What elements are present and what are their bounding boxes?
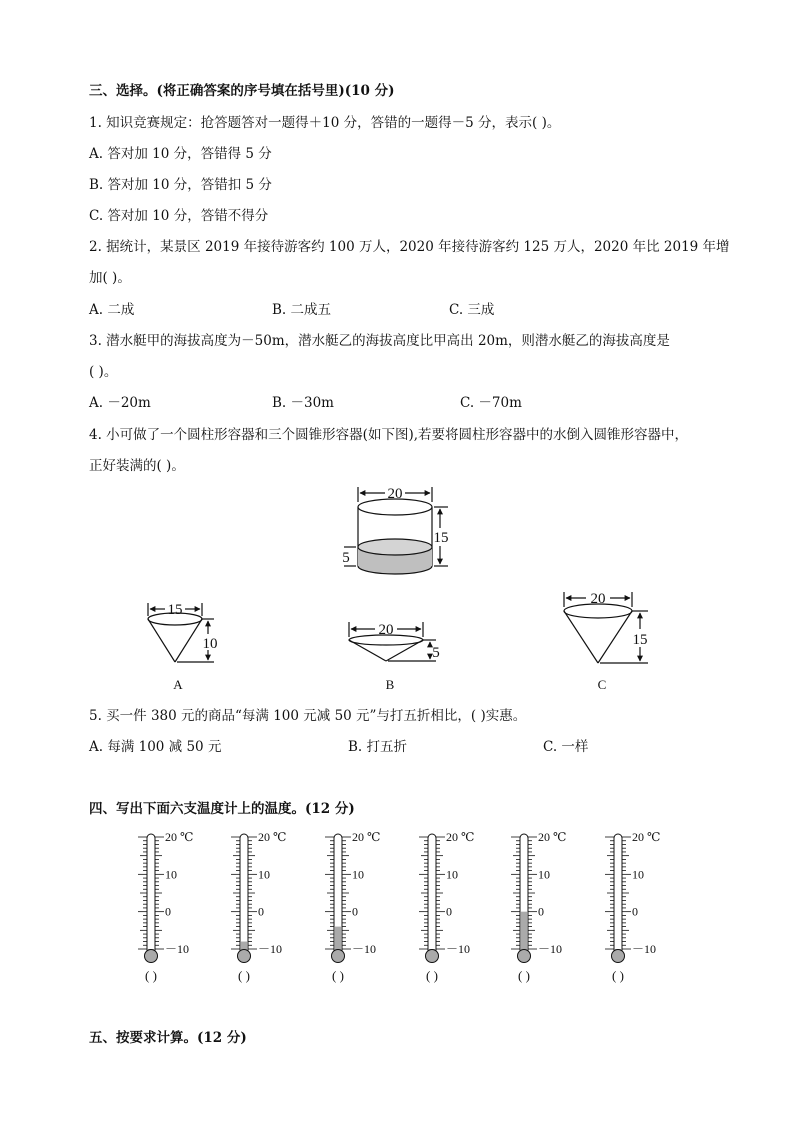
thermometer-label-0: 0: [632, 904, 638, 919]
thermometer-label-10: 10: [165, 867, 177, 882]
cone-a-label: A: [173, 677, 183, 692]
answer-blank: ( ): [238, 968, 250, 983]
thermometer-bulb: [332, 950, 345, 963]
answer-blank: ( ): [612, 968, 624, 983]
thermometer-label-0: 0: [538, 904, 544, 919]
thermometer-bulb: [145, 950, 158, 963]
q5-option-a: A. 每满 100 减 50 元: [89, 739, 222, 755]
section-5-title: 五、按要求计算。(12 分): [89, 1030, 247, 1046]
cone-c-diameter-label: 20: [590, 591, 606, 607]
thermometer-label-10: 10: [632, 867, 644, 882]
q2-stem-line1: 2. 据统计，某景区 2019 年接待游客约 100 万人，2020 年接待游客约 125 万人，2020 年比 2019 年增: [89, 239, 730, 255]
section-3-title: 三、选择。(将正确答案的序号填在括号里)(10 分): [89, 83, 395, 99]
q4-stem-line1: 4. 小可做了一个圆柱形容器和三个圆锥形容器(如下图),若要将圆柱形容器中的水倒入圆锥形容器中，: [89, 427, 688, 443]
thermometer-label-20: 20 ℃: [632, 830, 661, 844]
thermometer-label-minus-10: －10: [446, 942, 471, 956]
thermometer-label-20: 20 ℃: [446, 830, 475, 844]
cone-c: [564, 592, 648, 663]
thermometer-label-minus-10: －10: [352, 942, 377, 956]
answer-blank: ( ): [518, 968, 530, 983]
thermometer-label-minus-10: －10: [165, 942, 190, 956]
q4-stem-line2: 正好装满的( )。: [89, 458, 185, 474]
thermometer-label-10: 10: [538, 867, 550, 882]
thermometer-label-0: 0: [258, 904, 264, 919]
q5-option-b: B. 打五折: [348, 739, 408, 755]
cone-a-diameter-label: 15: [167, 602, 183, 618]
cone-c-height-label: 15: [632, 632, 648, 648]
thermometer-label-20: 20 ℃: [165, 830, 194, 844]
cone-b-diameter-label: 20: [378, 622, 394, 638]
q3-option-b: B. －30m: [272, 395, 334, 411]
thermometer-1: [138, 830, 193, 983]
q1-stem: 1. 知识竞赛规定：抢答题答对一题得＋10 分，答错的一题得－5 分，表示( )。: [89, 115, 561, 131]
q2-stem-line2: 加( )。: [89, 270, 131, 286]
q3-option-c: C. －70m: [460, 395, 522, 411]
answer-blank: ( ): [332, 968, 344, 983]
cylinder-height-label: 15: [433, 530, 449, 546]
thermometer-6: [605, 830, 660, 983]
q1-option-b: B. 答对加 10 分，答错扣 5 分: [89, 177, 272, 193]
thermometer-bulb: [518, 950, 531, 963]
q3-option-a: A. －20m: [89, 395, 151, 411]
thermometer-2: [231, 830, 286, 983]
cone-c-label: C: [597, 677, 607, 692]
thermometer-liquid: [521, 912, 527, 954]
q3-stem-line1: 3. 潜水艇甲的海拔高度为－50m，潜水艇乙的海拔高度比甲高出 20m，则潜水艇乙的海拔高度是: [89, 333, 670, 349]
q2-option-c: C. 三成: [449, 302, 495, 318]
cylinder-diameter-label: 20: [387, 486, 403, 502]
thermometer-bulb: [238, 950, 251, 963]
thermometer-label-0: 0: [165, 904, 171, 919]
q5-option-c: C. 一样: [543, 739, 589, 755]
thermometer-label-20: 20 ℃: [258, 830, 287, 844]
answer-blank: ( ): [145, 968, 157, 983]
thermometer-bulb: [426, 950, 439, 963]
section-4-title: 四、写出下面六支温度计上的温度。(12 分): [89, 801, 355, 817]
thermometer-label-0: 0: [446, 904, 452, 919]
thermometer-label-10: 10: [352, 867, 364, 882]
q2-option-a: A. 二成: [89, 302, 135, 318]
thermometer-label-minus-10: －10: [632, 942, 657, 956]
thermometer-label-minus-10: －10: [538, 942, 563, 956]
cone-b-label: B: [385, 677, 395, 692]
thermometers: [0, 820, 794, 995]
q1-option-a: A. 答对加 10 分，答错得 5 分: [89, 146, 272, 162]
thermometer-label-0: 0: [352, 904, 358, 919]
thermometer-bulb: [612, 950, 625, 963]
thermometer-label-20: 20 ℃: [538, 830, 567, 844]
q5-stem: 5. 买一件 380 元的商品“每满 100 元减 50 元”与打五折相比，( )实惠。: [89, 708, 527, 724]
q1-option-c: C. 答对加 10 分，答错不得分: [89, 208, 269, 224]
thermometer-label-10: 10: [258, 867, 270, 882]
thermometer-5: [511, 830, 566, 983]
q4-figure: [0, 480, 794, 700]
q3-stem-line2: ( )。: [89, 364, 118, 380]
cylinder-water-label: 5: [342, 550, 350, 566]
cone-a-height-label: 10: [202, 636, 218, 652]
thermometer-4: [419, 830, 474, 983]
thermometer-3: [325, 830, 380, 983]
thermometer-label-minus-10: －10: [258, 942, 283, 956]
thermometer-label-10: 10: [446, 867, 458, 882]
answer-blank: ( ): [426, 968, 438, 983]
q2-option-b: B. 二成五: [272, 302, 332, 318]
cone-b-height-label: 5: [432, 645, 440, 661]
thermometer-label-20: 20 ℃: [352, 830, 381, 844]
